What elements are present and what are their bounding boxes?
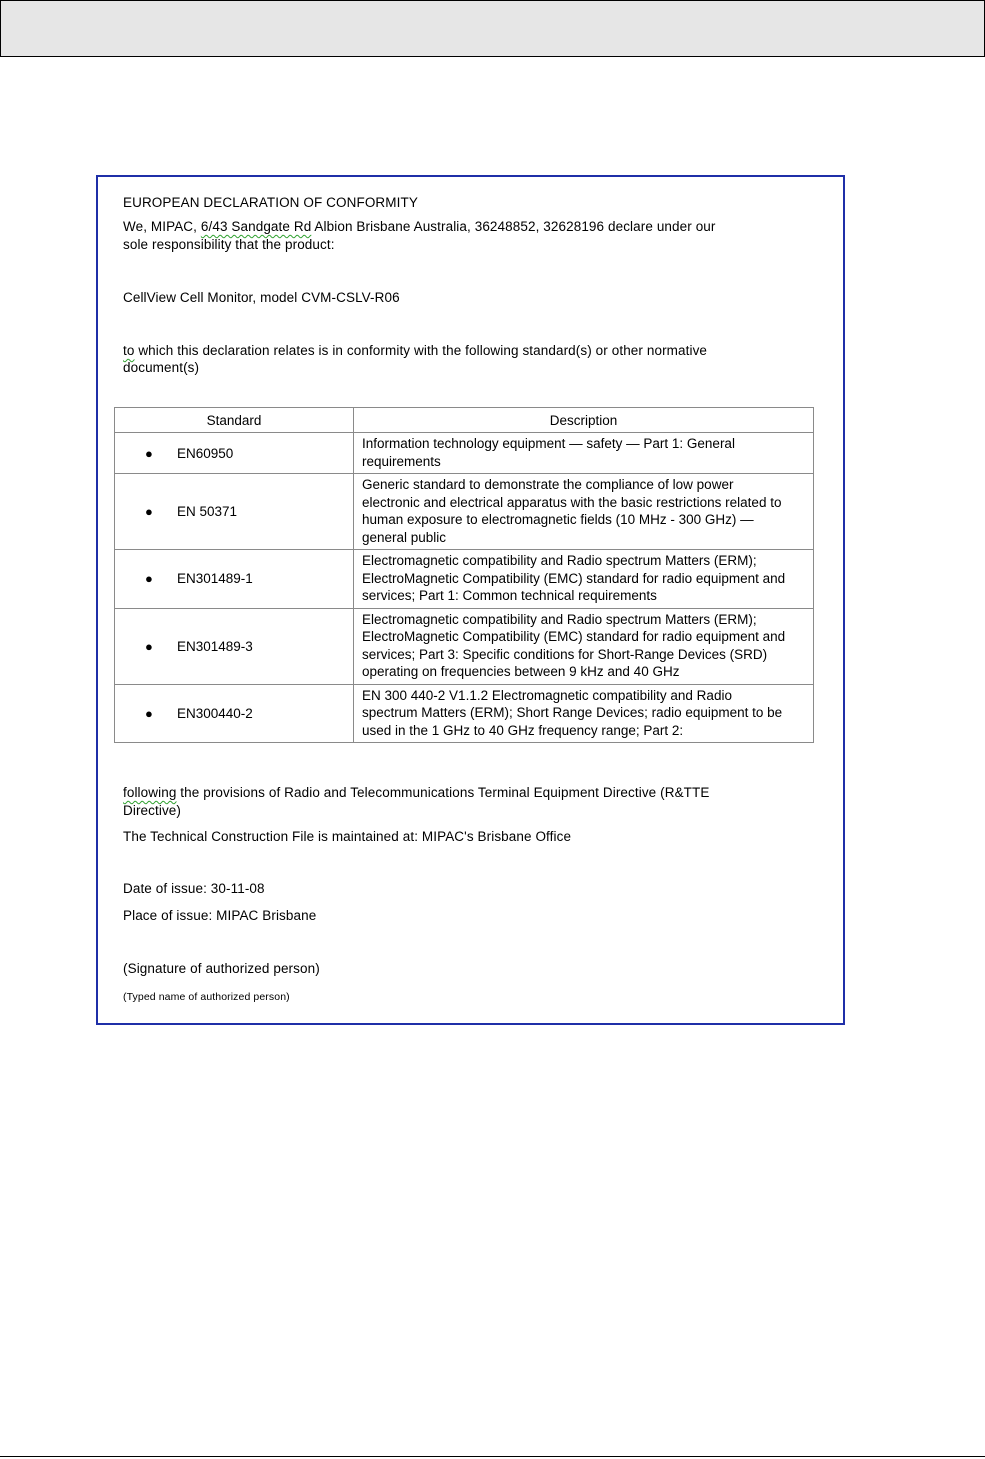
following-line-1	[123, 784, 709, 802]
bullet-icon: ●	[145, 445, 153, 461]
header-description: Description	[354, 408, 814, 433]
standard-code: EN301489-3	[177, 638, 253, 654]
description-cell	[354, 474, 814, 550]
intro-prefix: We, MIPAC,	[123, 219, 198, 234]
description-line: spectrum Matters (ERM); Short Range Devices; radio equipment to be	[362, 705, 783, 720]
bullet-icon: ●	[145, 504, 153, 519]
standard-code: EN301489-1	[177, 571, 253, 587]
standard-cell	[115, 684, 354, 743]
description-line: human exposure to electromagnetic fields (10 MHz - 300 GHz) —	[362, 512, 754, 527]
table-row	[115, 550, 814, 609]
description-line: Information technology equipment — safety — Part 1: General	[362, 436, 735, 451]
description-line: requirements	[362, 453, 441, 469]
standard-cell	[115, 550, 354, 609]
standard-cell	[115, 608, 354, 684]
standard-code: EN300440-2	[177, 705, 253, 721]
declaration-box	[96, 175, 845, 1025]
intro-line-2: sole responsibility that the product:	[123, 237, 335, 252]
description-line: general public	[362, 529, 447, 545]
description-line: used in the 1 GHz to 40 GHz frequency range; Part 2:	[362, 722, 684, 738]
description-line: EN 300 440-2 V1.1.2 Electromagnetic compatibility and Radio	[362, 687, 732, 703]
bullet-icon: ●	[145, 571, 153, 587]
description-cell	[354, 433, 814, 474]
table-row	[115, 433, 814, 474]
signature-line: (Signature of authorized person)	[123, 961, 320, 976]
header-standard: Standard	[115, 408, 354, 433]
standard-cell	[115, 474, 354, 550]
description-line: Electromagnetic compatibility and Radio spectrum Matters (ERM);	[362, 611, 757, 627]
description-cell	[354, 550, 814, 609]
intro-line-1	[123, 218, 716, 236]
description-line: ElectroMagnetic Compatibility (EMC) standard for radio equipment and	[362, 570, 786, 586]
product-name: CellView Cell Monitor, model CVM-CSLV-R06	[123, 290, 400, 305]
relates-line-1	[123, 342, 707, 360]
table-row	[115, 608, 814, 684]
place-of-issue: Place of issue: MIPAC Brisbane	[123, 908, 317, 923]
description-line: ElectroMagnetic Compatibility (EMC) standard for radio equipment and	[362, 629, 786, 644]
description-line: services; Part 1: Common technical requirements	[362, 588, 657, 603]
table-row	[115, 684, 814, 743]
relates-text: which this declaration relates is in conformity with the following standard(s) or other normative	[138, 343, 708, 358]
following-line-2: Directive)	[123, 803, 182, 818]
footer-rule	[0, 1456, 985, 1457]
following-word: following	[123, 785, 177, 800]
following-text: the provisions of Radio and Telecommunications Terminal Equipment Directive (R&TTE	[180, 785, 710, 800]
table-row	[115, 474, 814, 550]
intro-rest: Albion Brisbane Australia, 36248852, 32628196 declare under our	[314, 219, 716, 234]
standard-code: EN 50371	[177, 504, 238, 519]
description-line: services; Part 3: Specific conditions for Short-Range Devices (SRD)	[362, 646, 768, 662]
description-line: Electromagnetic compatibility and Radio spectrum Matters (ERM);	[362, 553, 757, 568]
description-line: Generic standard to demonstrate the compliance of low power	[362, 477, 734, 492]
standard-code: EN60950	[177, 445, 234, 461]
intro-address: 6/43 Sandgate Rd	[200, 219, 312, 234]
page-header-bar	[0, 0, 985, 57]
relates-line-2: document(s)	[123, 360, 200, 375]
standards-table	[114, 407, 814, 743]
description-cell	[354, 684, 814, 743]
technical-file-line: The Technical Construction File is maintained at: MIPAC's Brisbane Office	[123, 829, 572, 844]
description-line: electronic and electrical apparatus with the basic restrictions related to	[362, 494, 782, 510]
description-cell	[354, 608, 814, 684]
date-of-issue: Date of issue: 30-11-08	[123, 881, 265, 896]
table-header-row	[115, 408, 814, 433]
standard-cell	[115, 433, 354, 474]
relates-to-word: to	[123, 343, 135, 358]
bullet-icon: ●	[145, 705, 153, 721]
typed-name-line: (Typed name of authorized person)	[123, 991, 290, 1003]
bullet-icon: ●	[145, 638, 153, 654]
description-line: operating on frequencies between 9 kHz and 40 GHz	[362, 664, 680, 679]
declaration-title: EUROPEAN DECLARATION OF CONFORMITY	[123, 195, 418, 210]
